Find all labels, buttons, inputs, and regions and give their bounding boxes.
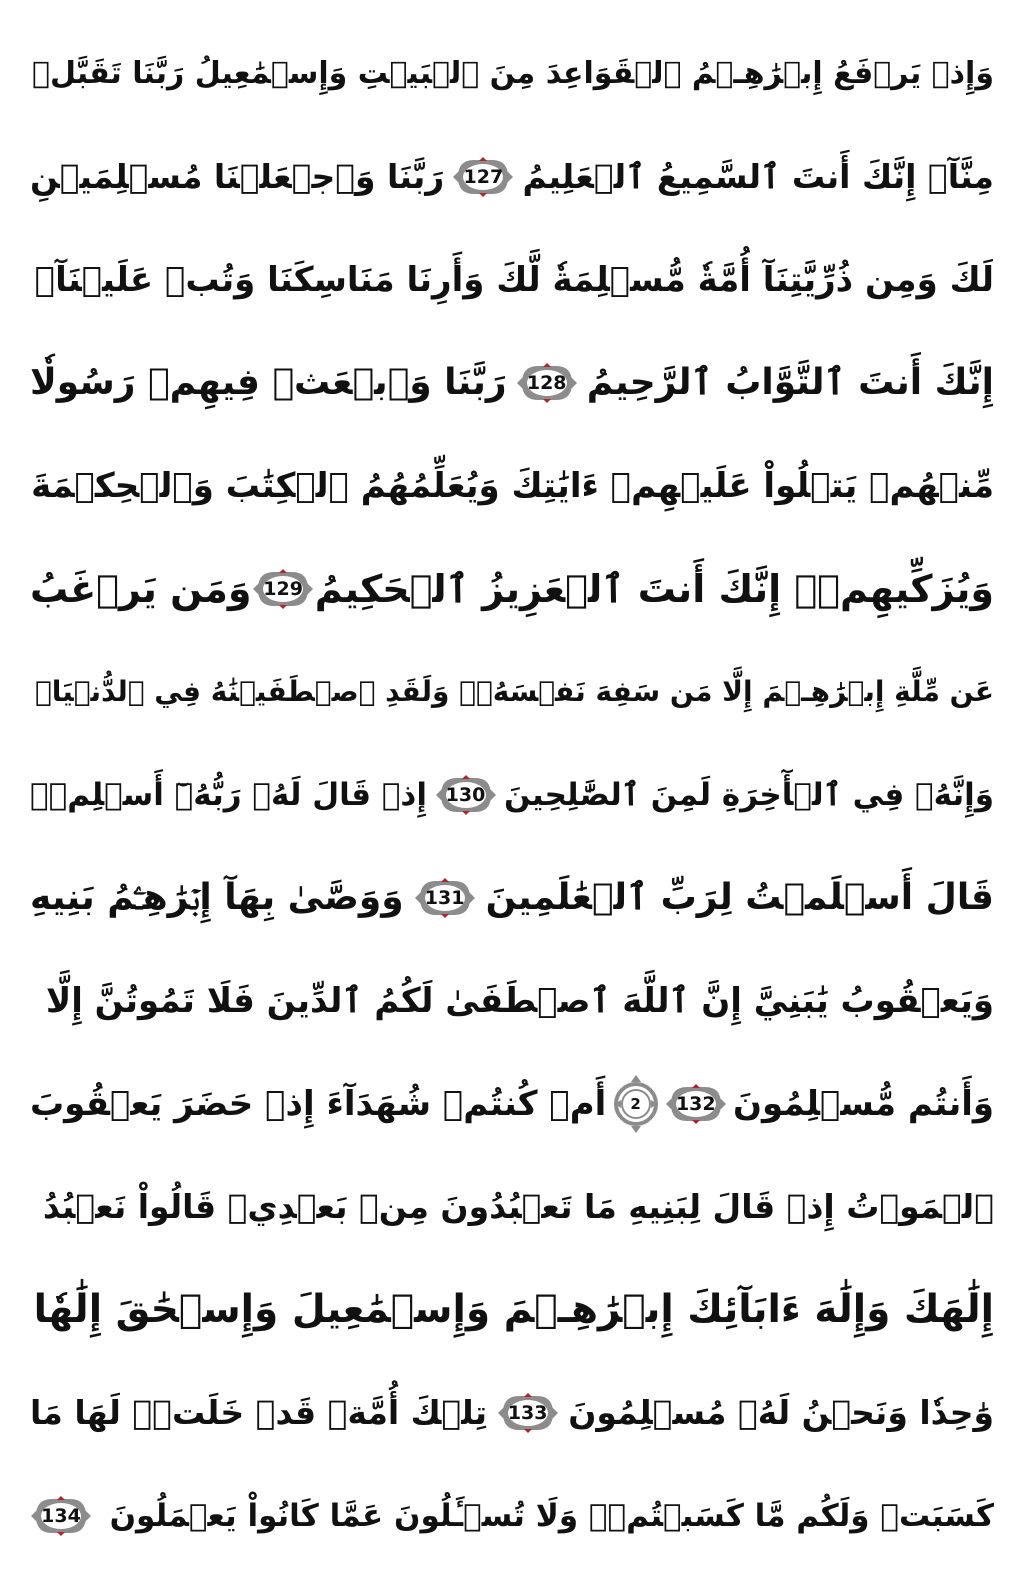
verse-text: رَبَّنَا وَٱجۡعَلۡنَا مُسۡلِمَيۡنِ xyxy=(30,157,445,196)
verse-line xyxy=(30,1464,994,1567)
verse-text: قَالَ أَسۡلَمۡتُ لِرَبِّ ٱلۡعَٰلَمِينَ xyxy=(485,877,994,918)
verse-text: أَمۡ كُنتُمۡ شُهَدَآءَ إِذۡ حَضَرَ يَعۡقُوبَ xyxy=(30,1083,607,1124)
verse-text: إِلَٰهَكَ وَإِلَٰهَ ءَابَآئِكَ إِبۡرَٰهِـۧمَ وَإِسۡمَٰعِيلَ وَإِسۡحَٰقَ إِلَٰهٗا xyxy=(33,1287,994,1332)
ayah-number-marker xyxy=(452,156,514,198)
ayah-number: 133 xyxy=(507,1401,548,1424)
verse-text: وَأَنتُم مُّسۡلِمُونَ xyxy=(733,1083,994,1124)
ayah-number: 129 xyxy=(263,577,303,600)
hizb-number: 2 xyxy=(630,1094,641,1113)
ayah-number: 127 xyxy=(463,165,504,188)
ayah-number-marker xyxy=(516,362,578,404)
ayah-number: 134 xyxy=(41,1504,81,1527)
verse-line xyxy=(30,22,994,125)
ayah-number: 130 xyxy=(445,783,486,806)
verse-line xyxy=(30,1361,994,1464)
verse-text: رَبَّنَا وَٱبۡعَثۡ فِيهِمۡ رَسُولٗا xyxy=(30,362,507,403)
verse-text: وَيُزَكِّيهِمۡۖ إِنَّكَ أَنتَ ٱلۡعَزِيزُ ٱلۡحَكِيمُ xyxy=(314,566,994,611)
ayah-number-marker xyxy=(435,774,497,816)
verse-text: لَكَ وَمِن ذُرِّيَّتِنَآ أُمَّةٗ مُّسۡلِمَةٗ لَّكَ وَأَرِنَا مَنَاسِكَنَا وَتُبۡ عَلَيۡنَآۖ xyxy=(34,259,994,300)
verse-line xyxy=(30,125,994,228)
ayah-number: 132 xyxy=(675,1092,716,1115)
verse-text: مِنَّآۖ إِنَّكَ أَنتَ ٱلسَّمِيعُ ٱلۡعَلِيمُ xyxy=(522,157,994,196)
verse-text: وَٰحِدٗا وَنَحۡنُ لَهُۥ مُسۡلِمُونَ xyxy=(568,1393,994,1432)
verse-text: عَن مِّلَّةِ إِبۡرَٰهِـۧمَ إِلَّا مَن سَفِهَ نَفۡسَهُۥۚ وَلَقَدِ ٱصۡطَفَيۡنَٰهُ فِي ٱلدُّنۡيَاۖ xyxy=(34,675,994,708)
ayah-number-marker xyxy=(30,1495,92,1537)
verse-text: وَيَعۡقُوبُ يَٰبَنِيَّ إِنَّ ٱللَّهَ ٱصۡطَفَىٰ لَكُمُ ٱلدِّينَ فَلَا تَمُوتُنَّ إِلَّا xyxy=(45,981,994,1021)
verse-text: تِلۡكَ أُمَّةٞ قَدۡ خَلَتۡۖ لَهَا مَا xyxy=(30,1393,488,1432)
ayah-number-marker xyxy=(665,1083,727,1125)
ayah-number-marker xyxy=(252,568,314,610)
verse-text: إِذۡ قَالَ لَهُۥ رَبُّهُۥٓ أَسۡلِمۡۖ xyxy=(30,776,427,813)
ayah-number-marker xyxy=(497,1392,559,1434)
verse-line xyxy=(30,743,994,846)
verse-line xyxy=(30,1155,994,1258)
verse-line xyxy=(30,228,994,331)
verse-line xyxy=(30,331,994,434)
verse-text: وَإِذۡ يَرۡفَعُ إِبۡرَٰهِـۧمُ ٱلۡقَوَاعِدَ مِنَ ٱلۡبَيۡتِ وَإِسۡمَٰعِيلُ رَبَّنَا تَقَبَّلۡ xyxy=(31,56,994,91)
verse-line xyxy=(30,537,994,640)
verse-text: ٱلۡمَوۡتُ إِذۡ قَالَ لِبَنِيهِ مَا تَعۡبُدُونَ مِنۢ بَعۡدِيۖ قَالُواْ نَعۡبُدُ xyxy=(42,1187,994,1226)
verse-text: مِّنۡهُمۡ يَتۡلُواْ عَلَيۡهِمۡ ءَايَٰتِكَ وَيُعَلِّمُهُمُ ٱلۡكِتَٰبَ وَٱلۡحِكۡمَةَ xyxy=(31,465,994,506)
verse-text: وَمَن يَرۡغَبُ xyxy=(30,566,252,611)
verse-text: وَإِنَّهُۥ فِي ٱلۡأٓخِرَةِ لَمِنَ ٱلصَّٰلِحِينَ xyxy=(504,776,994,813)
verse-line xyxy=(30,1052,994,1155)
verse-line xyxy=(30,434,994,537)
ayah-number: 131 xyxy=(424,886,465,909)
verse-line xyxy=(30,640,994,743)
verse-line xyxy=(30,949,994,1052)
ayah-number: 128 xyxy=(526,371,567,394)
ayah-number-marker xyxy=(414,877,476,919)
verse-line xyxy=(30,1258,994,1361)
verse-line xyxy=(30,846,994,949)
verse-text: كَسَبَتۡ وَلَكُم مَّا كَسَبۡتُمۡۖ وَلَا تُسۡـَٔلُونَ عَمَّا كَانُواْ يَعۡمَلُونَ xyxy=(109,1497,994,1534)
verse-text: وَوَصَّىٰ بِهَآ إِبۡرَٰهِـۧمُ بَنِيهِ xyxy=(30,876,404,918)
hizb-quarter-marker xyxy=(613,1073,659,1135)
verse-text: إِنَّكَ أَنتَ ٱلتَّوَّابُ ٱلرَّحِيمُ xyxy=(586,362,994,403)
